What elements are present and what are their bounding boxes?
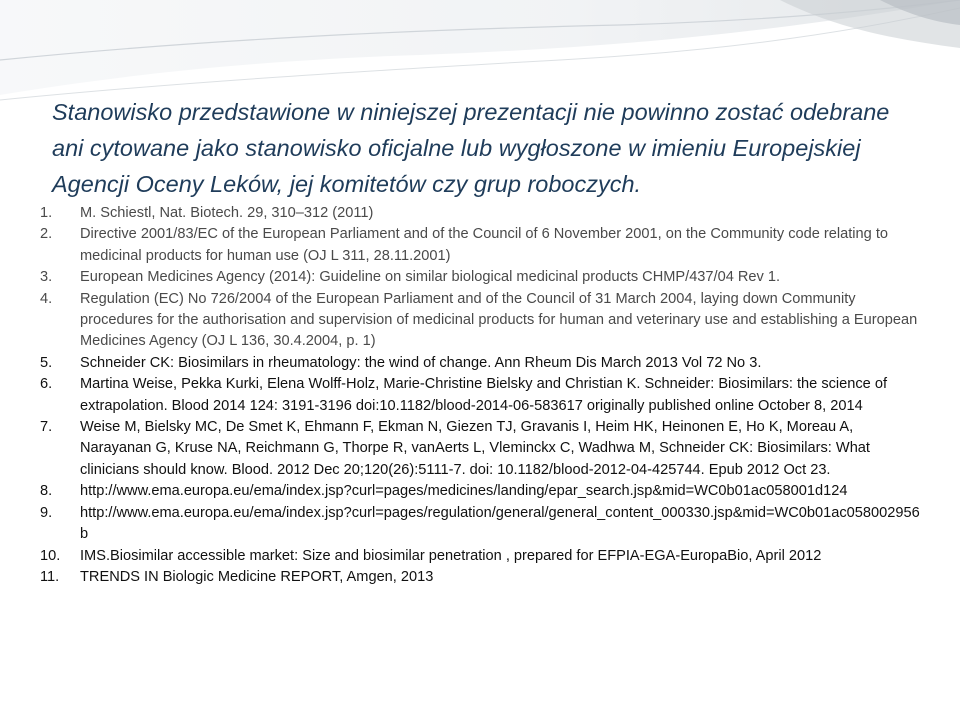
reference-item bbox=[40, 481, 920, 502]
reference-number: 4. bbox=[40, 290, 53, 307]
disclaimer-text bbox=[52, 94, 932, 202]
reference-item bbox=[40, 567, 920, 588]
reference-item bbox=[40, 503, 920, 546]
reference-number: 9. bbox=[40, 504, 53, 521]
reference-item bbox=[40, 267, 920, 288]
reference-number: 3. bbox=[40, 269, 53, 286]
reference-item bbox=[40, 417, 920, 481]
reference-text: Martina Weise, Pekka Kurki, Elena Wolff-Holz, Marie-Christine Bielsky and Christian K. Schneider: Biosimilars: the science of extrapolation. Blood 2014 124: 3191-3196 doi:10.1182/blood-2014-06-583617 originally published online October 8, 2014 bbox=[80, 376, 888, 414]
reference-text: Regulation (EC) No 726/2004 of the European Parliament and of the Council of 31 March 2004, laying down Community procedures for the authorisation and supervision of medicinal products for human and veterinary use and establishing a European Medicines Agency (OJ L 136, 30.4.2004, p. 1) bbox=[80, 290, 918, 350]
reference-link-text: http://www.ema.europa.eu/ema/index.jsp?curl=pages/regulation/general/general_content_000330.jsp&mid=WC0b01ac058002956b bbox=[80, 504, 920, 543]
reference-number: 10. bbox=[40, 547, 61, 564]
reference-number: 6. bbox=[40, 376, 53, 393]
disclaimer-line-3: Agencji Oceny Leków, jej komitetów czy grup roboczych. bbox=[52, 171, 642, 197]
references-list bbox=[40, 203, 920, 588]
reference-number: 11. bbox=[40, 568, 60, 585]
reference-text: TRENDS IN Biologic Medicine REPORT, Amgen, 2013 bbox=[80, 568, 434, 585]
reference-text: Schneider CK: Biosimilars in rheumatology: the wind of change. Ann Rheum Dis March 2013 Vol 72 No 3. bbox=[80, 354, 762, 371]
reference-link-text: http://www.ema.europa.eu/ema/index.jsp?curl=pages/medicines/landing/epar_search.jsp&mid=WC0b01ac058001d124 bbox=[80, 483, 848, 500]
reference-text: European Medicines Agency (2014): Guideline on similar biological medicinal products CHMP/437/04 Rev 1. bbox=[80, 269, 781, 286]
reference-item bbox=[40, 374, 920, 417]
reference-text: Directive 2001/83/EC of the European Parliament and of the Council of 6 November 2001, on the Community code relating to medicinal products for human use (OJ L 311, 28.11.2001) bbox=[80, 226, 888, 264]
reference-item bbox=[40, 203, 920, 224]
reference-item bbox=[40, 546, 920, 567]
reference-number: 7. bbox=[40, 419, 53, 436]
reference-text: IMS.Biosimilar accessible market: Size and biosimilar penetration , prepared for EFPIA-EGA-EuropaBio, April 2012 bbox=[80, 547, 822, 564]
reference-text: M. Schiestl, Nat. Biotech. 29, 310–312 (2011) bbox=[80, 205, 374, 221]
disclaimer-line-2: ani cytowane jako stanowisko oficjalne lub wygłoszone w imieniu Europejskiej bbox=[52, 135, 861, 161]
disclaimer-line-1: Stanowisko przedstawione w niniejszej prezentacji nie powinno zostać odebrane bbox=[52, 99, 890, 125]
reference-item bbox=[40, 353, 920, 374]
reference-number: 2. bbox=[40, 226, 53, 243]
reference-number: 8. bbox=[40, 483, 53, 500]
reference-text: Weise M, Bielsky MC, De Smet K, Ehmann F, Ekman N, Giezen TJ, Gravanis I, Heim HK, Heinonen E, Ho K, Moreau A, Narayanan G, Kruse NA, Reichmann G, Thorpe R, vanAerts L, Vleminckx C, Wadhwa M, Schneider CK: Biosimilars: What clinicians should know. Blood. 2012 Dec 20;120(26):5111-7. doi: 10.1182/blood-2012-04-425744. Epub 2012 Oct 23. bbox=[80, 419, 870, 478]
reference-number: 1. bbox=[40, 205, 53, 221]
reference-item bbox=[40, 224, 920, 267]
reference-number: 5. bbox=[40, 354, 53, 371]
reference-item bbox=[40, 289, 920, 353]
